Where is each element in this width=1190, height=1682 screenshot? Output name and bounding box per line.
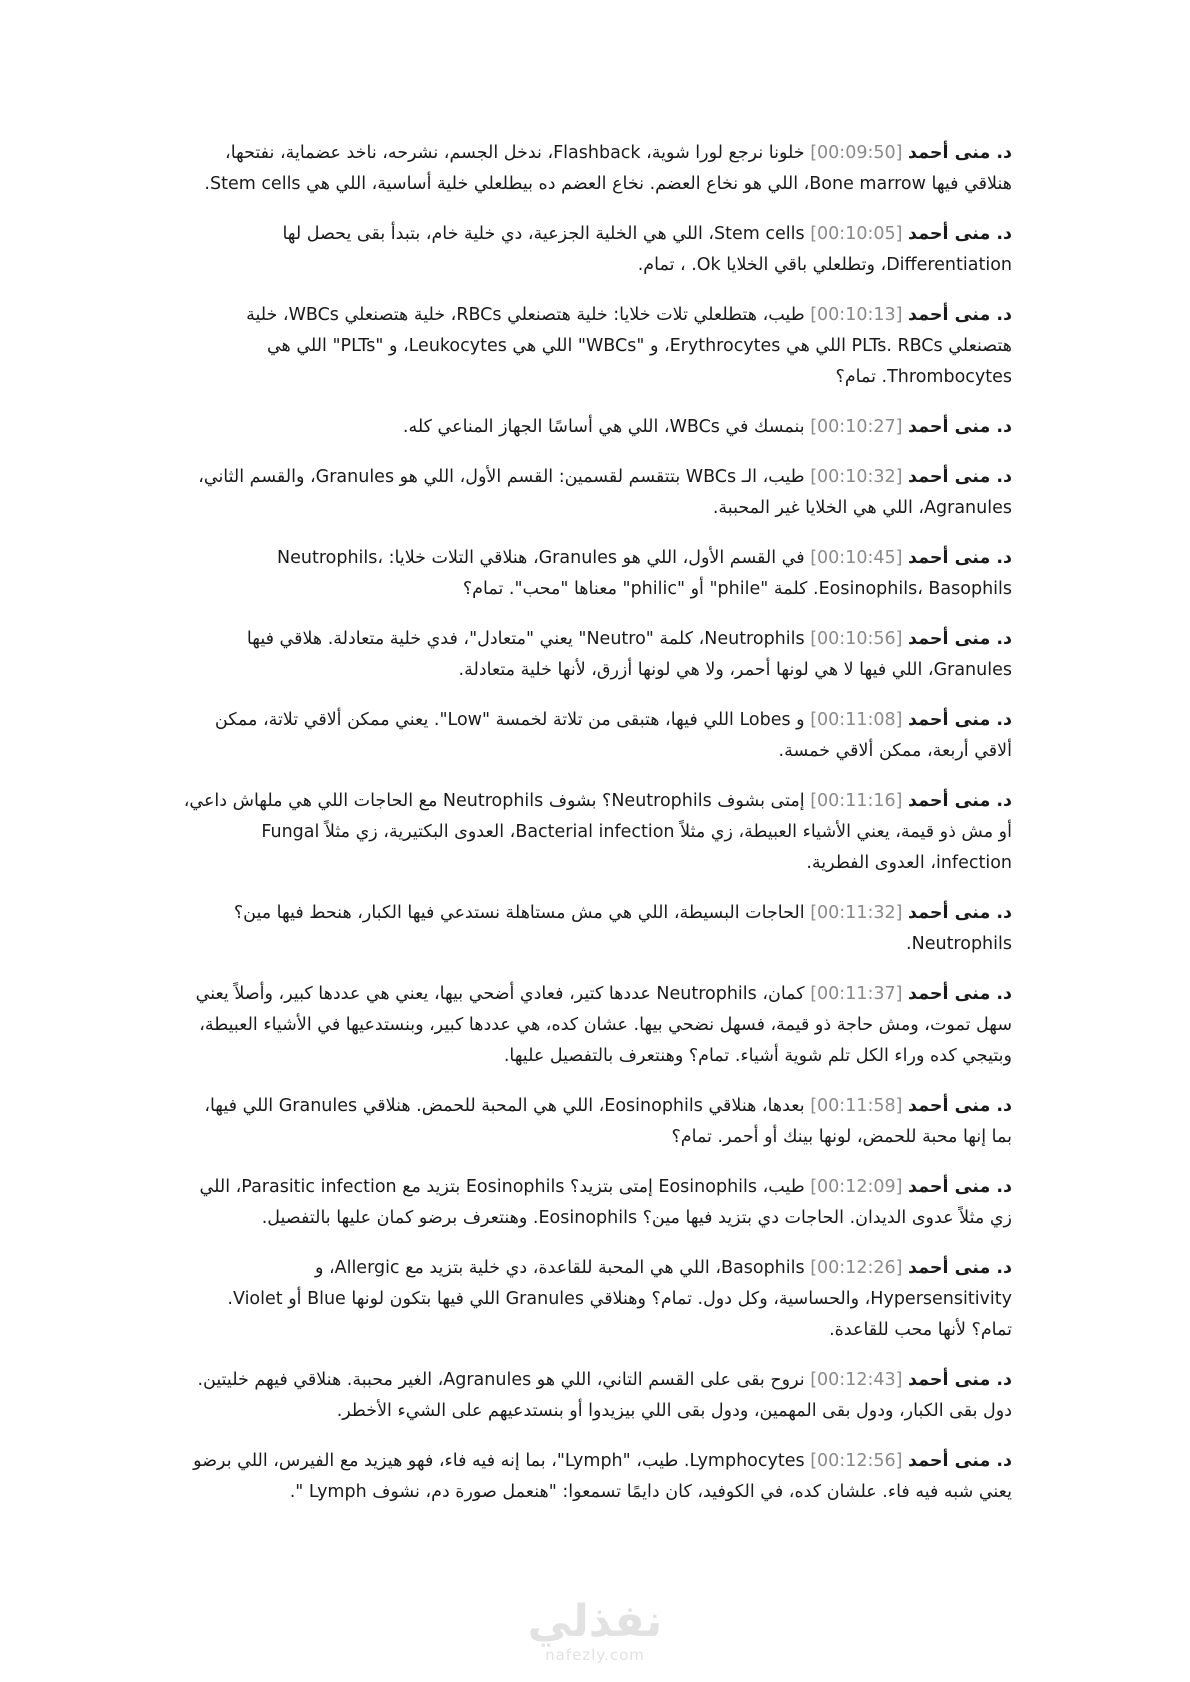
transcript-paragraph [182, 138, 1012, 200]
paragraph-text: Neutrophils، كلمة "Neutro" يعني "متعادل"، فدي خلية متعادلة. هلاقي فيها Granules، اللي فيها لا هي لونها أحمر، ولا هي لونها أزرق، لأنها خلية متعادلة. [246, 629, 1012, 680]
transcript-paragraph [182, 1253, 1012, 1346]
speaker-name: د. منى أحمد [908, 791, 1012, 811]
timestamp: [00:11:16] [810, 791, 903, 811]
transcript-paragraph [182, 462, 1012, 524]
timestamp: [00:12:56] [810, 1451, 903, 1471]
speaker-name: د. منى أحمد [908, 1096, 1012, 1116]
speaker-name: د. منى أحمد [908, 1451, 1012, 1471]
paragraph-text: في القسم الأول، اللي هو Granules، هنلاقي التلات خلايا: Neutrophils، Eosinophils، Basophils. كلمة "phile" أو "philic" معناها "محب". تمام؟ [277, 548, 1012, 599]
timestamp: [00:10:05] [810, 224, 903, 244]
speaker-name: د. منى أحمد [908, 1177, 1012, 1197]
transcript-paragraph [182, 705, 1012, 767]
paragraph-text: كمان، Neutrophils عددها كتير، فعادي أضحي بيها، يعني هي عددها كبير، وأصلاً يعني سهل تموت، ومش حاجة ذو قيمة، فسهل نضحي بيها. عشان كده، هي عددها كبير، وبنستدعيها في الأشياء العبيطة، وبتيجي كده وراء الكل تلم شوية أشياء. تمام؟ وهنتعرف بالتفصيل عليها. [195, 984, 1012, 1066]
timestamp: [00:10:32] [810, 467, 903, 487]
timestamp: [00:11:32] [810, 903, 903, 923]
speaker-name: د. منى أحمد [908, 1370, 1012, 1390]
paragraph-text: نروح بقى على القسم التاني، اللي هو Agranules، الغير محببة. هنلاقي فيهم خليتين. دول بقى الكبار، ودول بقى المهمين، ودول بقى اللي بيزيدوا أو بنستدعيهم على الشيء الأخطر. [197, 1370, 1012, 1421]
timestamp: [00:11:58] [810, 1096, 903, 1116]
timestamp: [00:10:13] [810, 305, 903, 325]
transcript-paragraph [182, 898, 1012, 960]
paragraph-text: طيب، هتطلعلي تلات خلايا: خلية هتصنعلي RBCs، خلية هتصنعلي WBCs، خلية هتصنعلي PLTs. RBCs اللي هي Erythrocytes، و "WBCs" اللي هي Leukocytes، و "PLTs" اللي هي Thrombocytes. تمام؟ [246, 305, 1012, 387]
speaker-name: د. منى أحمد [908, 629, 1012, 649]
timestamp: [00:12:09] [810, 1177, 903, 1197]
speaker-name: د. منى أحمد [908, 1258, 1012, 1278]
speaker-name: د. منى أحمد [908, 467, 1012, 487]
timestamp: [00:11:08] [810, 710, 903, 730]
paragraph-text: و Lobes اللي فيها، هتبقى من تلاتة لخمسة "Low". يعني ممكن ألاقي تلاتة، ممكن ألاقي أربعة، ممكن ألاقي خمسة. [214, 710, 1012, 761]
speaker-name: د. منى أحمد [908, 548, 1012, 568]
paragraph-text: بنمسك في WBCs، اللي هي أساسًا الجهاز المناعي كله. [402, 417, 805, 437]
speaker-name: د. منى أحمد [908, 305, 1012, 325]
transcript-paragraph [182, 1091, 1012, 1153]
transcript-paragraph [182, 1365, 1012, 1427]
transcript-paragraph [182, 979, 1012, 1072]
paragraph-text: طيب، Eosinophils إمتى بتزيد؟ Eosinophils بتزيد مع Parasitic infection، اللي زي مثلاً عدوى الديدان. الحاجات دي بتزيد فيها مين؟ Eosinophils. وهنتعرف برضو كمان عليها بالتفصيل. [199, 1177, 1012, 1228]
timestamp: [00:11:37] [810, 984, 903, 1004]
transcript-paragraph [182, 1172, 1012, 1234]
timestamp: [00:10:56] [810, 629, 903, 649]
transcript-paragraph [182, 1446, 1012, 1508]
watermark [0, 1596, 1190, 1664]
speaker-name: د. منى أحمد [908, 710, 1012, 730]
timestamp: [00:12:26] [810, 1258, 903, 1278]
watermark-logo: نفذلي [527, 1596, 663, 1647]
paragraph-text: Basophils، اللي هي المحبة للقاعدة، دي خلية بتزيد مع Allergic، و Hypersensitivity، والحساسية، وكل دول. تمام؟ وهنلاقي Granules اللي فيها بتكون لونها Blue أو Violet. تمام؟ لأنها محب للقاعدة. [227, 1258, 1012, 1340]
watermark-domain: nafezly.com [545, 1646, 645, 1664]
transcript [182, 138, 1012, 1527]
transcript-paragraph [182, 543, 1012, 605]
speaker-name: د. منى أحمد [908, 143, 1012, 163]
paragraph-text: خلونا نرجع لورا شوية، Flashback، ندخل الجسم، نشرحه، ناخد عضماية، نفتحها، هنلاقي فيها Bone marrow، اللي هو نخاع العضم. نخاع العضم ده بيطلعلي خلية أساسية، اللي هي Stem cells. [204, 143, 1012, 194]
speaker-name: د. منى أحمد [908, 984, 1012, 1004]
paragraph-text: بعدها، هنلاقي Eosinophils، اللي هي المحبة للحمض. هنلاقي Granules اللي فيها، بما إنها محبة للحمض، لونها بينك أو أحمر. تمام؟ [204, 1096, 1012, 1147]
timestamp: [00:12:43] [810, 1370, 903, 1390]
paragraph-text: إمتى بشوف Neutrophils؟ بشوف Neutrophils مع الحاجات اللي هي ملهاش داعي، أو مش ذو قيمة، يعني الأشياء العبيطة، زي مثلاً Bacterial infection، العدوى البكتيرية، زي مثلاً Fungal infection، العدوى الفطرية. [183, 791, 1012, 873]
paragraph-text: Stem cells، اللي هي الخلية الجزعية، دي خلية خام، بتبدأ بقى يحصل لها Differentiation، وتطلعلي باقي الخلايا Ok. ، تمام. [282, 224, 1012, 275]
transcript-paragraph [182, 624, 1012, 686]
speaker-name: د. منى أحمد [908, 417, 1012, 437]
paragraph-text: الحاجات البسيطة، اللي هي مش مستاهلة نستدعي فيها الكبار، هنحط فيها مين؟ Neutrophils. [233, 903, 1012, 954]
transcript-paragraph [182, 300, 1012, 393]
timestamp: [00:09:50] [810, 143, 903, 163]
transcript-paragraph [182, 786, 1012, 879]
timestamp: [00:10:27] [810, 417, 903, 437]
speaker-name: د. منى أحمد [908, 903, 1012, 923]
transcript-paragraph [182, 412, 1012, 443]
paragraph-text: طيب، الـ WBCs بتتقسم لقسمين: القسم الأول، اللي هو Granules، والقسم الثاني، Agranules، اللي هي الخلايا غير المحببة. [198, 467, 1012, 518]
paragraph-text: Lymphocytes. طيب، "Lymph"، بما إنه فيه فاء، فهو هيزيد مع الفيرس، اللي برضو يعني شبه فيه فاء. علشان كده، في الكوفيد، كان دايمًا تسمعوا: "هنعمل صورة دم، نشوف Lymph ". [193, 1451, 1012, 1502]
speaker-name: د. منى أحمد [908, 224, 1012, 244]
timestamp: [00:10:45] [810, 548, 903, 568]
transcript-paragraph [182, 219, 1012, 281]
